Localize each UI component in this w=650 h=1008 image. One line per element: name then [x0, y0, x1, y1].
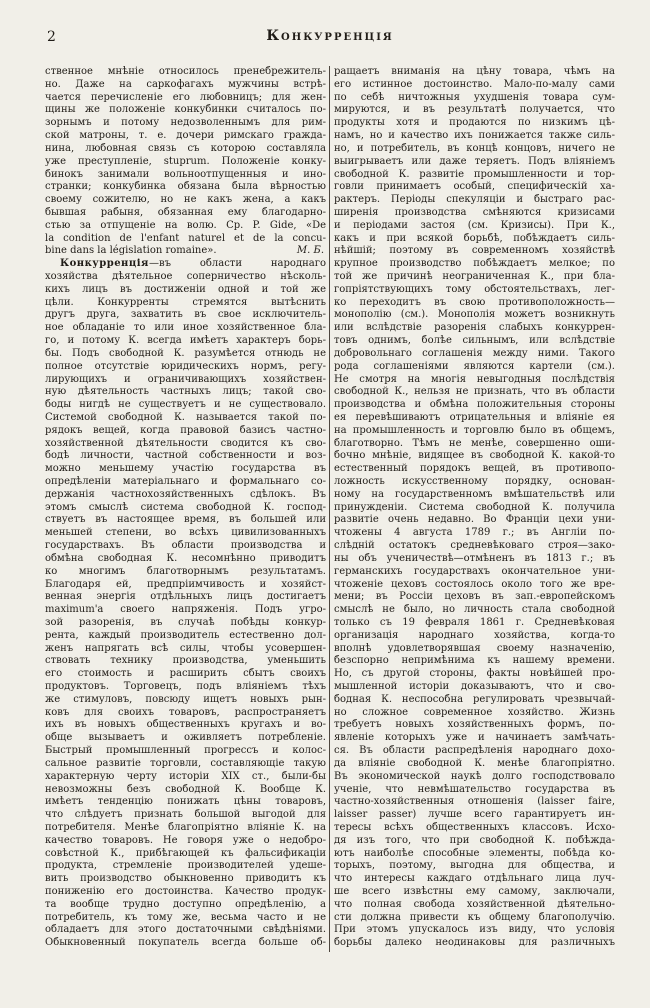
text-line: щины же положеніе конкубинки считалось по- [45, 104, 326, 116]
text-line: монополію (см.). Монополія можетъ возникнуть [334, 309, 615, 321]
text-line: намъ, но и качество ихъ понижается также силь- [334, 130, 615, 142]
text-line: германскихъ государствахъ окончательное уни- [334, 565, 615, 577]
text-line: Благодаря ей, предпріимчивость и хозяйст- [45, 578, 326, 590]
text-line: свободной К., нельзя не признать, что въ области [334, 386, 615, 398]
text-line: Но, съ другой стороны, факты новѣйшей про- [334, 668, 615, 680]
text-line: ся. Въ области распредѣленія народнаго дохо- [334, 745, 615, 757]
text-line: или вслѣдствіе разоренія слабыхъ конкуррен- [334, 322, 615, 334]
text-line: венная энергія отдѣльныхъ лицъ достигаетъ [45, 591, 326, 603]
text-line: ному на государственномъ вмѣшательствѣ или [334, 488, 615, 500]
text-line: ютъ наиболѣе способные элементы, побѣда ко- [334, 847, 615, 859]
text-line: ную дѣятельность частныхъ лицъ; такой сво- [45, 386, 326, 398]
text-line: стью за отпущеніе на волю. Ср. P. Gide, «De [45, 219, 326, 231]
text-line: ращаетъ вниманія на цѣну товара, чѣмъ на [334, 66, 615, 77]
text-line: что полная свобода хозяйственной дѣятельно- [334, 898, 615, 910]
text-line: ученіе, что невмѣшательство государства въ [334, 783, 615, 795]
text-line: благотворно. Тѣмъ не менѣе, совершенно оши- [334, 437, 615, 449]
text-line: и періодами застоя (см. Кризисы). При К., [334, 219, 615, 231]
text-line: гопріятствующихъ тому обстоятельствахъ, лег- [334, 283, 615, 295]
text-line: товъ однимъ, болѣе сильнымъ, или вслѣдствіе [334, 335, 615, 347]
text-line: чтоженіе цеховъ состоялось около того же вре- [334, 578, 615, 590]
text-line: ко многимъ благотворнымъ результатамъ. [45, 565, 326, 577]
text-line: продуктовъ. Торговецъ, подъ вліяніемъ тѣхъ [45, 681, 326, 692]
text-block [45, 66, 615, 952]
text-line: можно меньшему участію государства въ [45, 463, 326, 475]
article-body-lines [45, 271, 326, 950]
text-line: другъ друга, захватить въ свое исключитель- [45, 309, 326, 321]
text-line: ны объ ученичествѣ—отмѣненъ въ 1813 г.; въ [334, 552, 615, 564]
text-line: чается перечисленіе его любовницъ; для жен- [45, 91, 326, 103]
text-line: сальное развитіе торговли, составляющіе такую [45, 757, 326, 769]
text-line: ихъ въ новыхъ общественныхъ кругахъ и во- [45, 719, 326, 731]
text-line: хозяйственной дѣятельности сводится къ сво- [45, 437, 326, 449]
text-line: государствахъ. Въ области производства и [45, 540, 326, 552]
text-line: боды нигдѣ не существуетъ и не существовало. [45, 399, 326, 411]
text-line: та вообще трудно доступно опредѣленію, а [45, 898, 326, 910]
text-line: бодная К. неспособна регулировать чрезвычай- [334, 693, 615, 705]
text-line: бывшая рабыня, обязанная ему благодарно- [45, 206, 326, 218]
text-line: рента, каждый производитель естественно дол- [45, 629, 326, 641]
text-line: ствовать технику производства, уменьшить [45, 655, 326, 667]
text-line: смыслѣ не было, но личность стала свободной [334, 604, 615, 616]
text-line: крупное производство побѣждаетъ мелкое; по [334, 258, 615, 270]
running-head-title: Конкурренція [266, 28, 394, 44]
text-line: держанія частнохозяйственныхъ сдѣлокъ. Въ [45, 488, 326, 500]
text-line: только съ 19 февраля 1861 г. Средневѣковая [334, 616, 615, 628]
text-line: нина, любовная связь съ которою составляла [45, 142, 326, 154]
text-line: ской матроны, т. е. дочери римскаго гражда- [45, 130, 326, 142]
text-line: Обыкновенный покупатель всегда больше об- [45, 937, 326, 949]
text-line: безспорно непримѣнима къ нашему времени. [334, 655, 615, 667]
article-first-line [45, 258, 326, 271]
text-line: потребителя. Менѣе благопріятно вліяніе К. на [45, 821, 326, 833]
article-first-line-rest: —въ области народнаго [148, 258, 326, 270]
text-line: же стимуловъ, повсюду ищетъ новыхъ рын- [45, 693, 326, 705]
text-line: частно-хозяйственныя отношенія (laisser faire, [334, 796, 615, 808]
text-line: зой разоренія, въ случаѣ побѣды конкур- [45, 616, 326, 628]
text-line: ея перевѣшиваютъ отрицательныя и вліяніе ея [334, 411, 615, 423]
text-line: этомъ смыслѣ система свободной К. господ- [45, 501, 326, 513]
text-line: ствуетъ въ настоящее время, въ большей или [45, 514, 326, 526]
text-line: ковъ для своихъ товаровъ, распространяетъ [45, 706, 326, 718]
text-line: организація народнаго хозяйства, когда-то [334, 629, 615, 641]
text-line: мышленной исторіи доказываютъ, что и сво- [334, 681, 615, 692]
text-line: лирующихъ и ограничивающихъ хозяйствен- [45, 373, 326, 385]
text-line: естественный порядокъ вещей, въ противопо- [334, 463, 615, 475]
text-line: нѣйшій; поэтому въ современномъ хозяйствѣ [334, 245, 615, 257]
text-line: принужденіи. Система свободной К. получила [334, 501, 615, 513]
text-line: рода соглашеніями являются картели (см.). [334, 360, 615, 372]
text-line: Не смотря на многія невыгодныя послѣдствія [334, 373, 615, 385]
text-line: кихъ лицъ въ достиженіи одной и той же [45, 283, 326, 295]
text-line: своему сожителю, но не какъ жена, а какъ [45, 194, 326, 206]
text-line: го, и потому К. всегда имѣетъ характеръ борь- [45, 335, 326, 347]
text-line: бодѣ личности, частной собственности и воз- [45, 450, 326, 462]
text-line: При этомъ упускалось изъ виду, что условія [334, 924, 615, 936]
text-line: опредѣленіи матеріальнаго и формальнаго со- [45, 476, 326, 487]
page-number: 2 [47, 29, 56, 45]
text-line: цѣли. Конкурренты стремятся вытѣснить [45, 296, 326, 308]
text-line: бинокъ занимали вольноотпущенныя и ино- [45, 168, 326, 180]
right-column [334, 66, 615, 952]
article-konkurrencija [45, 258, 326, 950]
text-line: обмѣна свободная К. несомнѣнно приводитъ [45, 552, 326, 564]
text-line: ше всего извѣстны ему самому, заключали, [334, 886, 615, 897]
text-line: по себѣ ничтожныя ухудшенія товара сум- [334, 91, 615, 103]
column-divider-rule [329, 66, 330, 952]
text-line: развитіе очень недавно. Во Франціи цехи уни- [334, 514, 615, 526]
text-line: торыхъ, поэтому, выгодна для общества, и [334, 860, 615, 872]
text-line: но, и потребитель, въ концѣ концовъ, ничего не [334, 142, 615, 154]
text-line: чтожены 4 августа 1789 г.; въ Англіи по- [334, 527, 615, 539]
text-line: уже преступленіе, stuprum. Положеніе конку- [45, 155, 326, 167]
text-line: мируются, и въ результатѣ получается, что [334, 104, 615, 116]
text-line: ложность искусственному порядку, основан- [334, 476, 615, 487]
text-line: рактеръ. Періоды спекуляціи и быстраго рас- [334, 194, 615, 206]
text-line: странки; конкубинка обязана была вѣрностью [45, 181, 326, 193]
text-line: той же причинѣ неограниченная К., при бла- [334, 271, 615, 282]
text-line: полное отсутствіе юридическихъ нормъ, регу- [45, 360, 326, 372]
text-line: вполнѣ удовлетворявшая своему назначенію, [334, 642, 615, 654]
text-line: добровольнаго соглашенія между ними. Такого [334, 347, 615, 359]
text-line: но сложное современное хозяйство. Жизнь [334, 706, 615, 718]
text-line: хозяйства дѣятельное соперничество нѣсколь- [45, 271, 326, 282]
text-line: ное обладаніе то или иное хозяйственное бла- [45, 322, 326, 334]
text-line: говли принимаетъ особый, специфическій ха- [334, 181, 615, 193]
text-line: да вліяніе свободной К. менѣе благопріятно. [334, 757, 615, 769]
text-line: сти должна привести къ общему благополучію. [334, 911, 615, 923]
text-line: продукта, стремленіе производителей удеше- [45, 860, 326, 872]
text-line: его истинное достоинство. Мало-по-малу сами [334, 78, 615, 90]
text-line: Въ экономической наукѣ долго господствовало [334, 770, 615, 782]
text-line: свободной К. развитіе промышленности и тор- [334, 168, 615, 180]
text-line: женъ напрягать всѣ силы, чтобы усовершен- [45, 642, 326, 654]
text-line: обладаетъ для этого достаточными свѣдѣніями. [45, 924, 326, 936]
text-line: совѣстной К., прибѣгающей къ фальсификаціи [45, 847, 326, 859]
text-line: борьбы далеко неодинаковы для различныхъ [334, 937, 615, 949]
text-line: пониженію его достоинства. Качество продук- [45, 886, 326, 897]
text-line: выигрываетъ или даже теряетъ. Подъ вліяніемъ [334, 155, 615, 167]
continuation-last-text: bine dans la législation romaine». [45, 245, 217, 257]
text-line: на промышленность и торговлю было въ общемъ, [334, 424, 615, 436]
text-line: зорнымъ и потому недозволеннымъ для рим- [45, 117, 326, 129]
text-line: качество товаровъ. Не говоря уже о недобро- [45, 834, 326, 846]
text-line: Системой свободной К. называется такой по- [45, 411, 326, 423]
right-column-lines [334, 66, 615, 950]
text-line: laisser passer) лучше всего гарантируетъ ин- [334, 809, 615, 821]
text-line: ширенія производства смѣняются кризисами [334, 206, 615, 218]
text-line: la condition de l'enfant naturel et de la concu- [45, 232, 326, 244]
text-line: требуетъ новыхъ хозяйственныхъ формъ, по- [334, 719, 615, 731]
author-signature: М. Б. [296, 245, 324, 257]
continuation-lines [45, 66, 326, 245]
text-line: вить производство обыкновенно приводитъ къ [45, 873, 326, 885]
text-line: меньшей степени, во всѣхъ цивилизованныхъ [45, 527, 326, 539]
text-line: но. Даже на саркофагахъ мужчины встрѣ- [45, 78, 326, 90]
text-line: дя изъ того, что при свободной К. побѣжда- [334, 834, 615, 846]
text-line: слѣдній остатокъ средневѣковаго строя—зако- [334, 540, 615, 552]
article-headword: Конкурренція [60, 258, 149, 270]
text-line: тересы всѣхъ общественныхъ классовъ. Исхо- [334, 821, 615, 833]
text-line: имѣетъ тенденцію понижать цѣны товаровъ, [45, 796, 326, 808]
text-line: Быстрый промышленный прогрессъ и колос- [45, 745, 326, 757]
text-line: ственное мнѣніе относилось пренебрежитель- [45, 66, 326, 77]
text-line: что слѣдуетъ признать большой выгодой для [45, 809, 326, 821]
left-column [45, 66, 326, 952]
text-line: что интересы каждаго отдѣльнаго лица луч- [334, 873, 615, 885]
text-line: явленіе которыхъ уже и начинаетъ замѣчать- [334, 732, 615, 744]
text-line: его стоимость и расширить сбытъ своихъ [45, 668, 326, 680]
text-line: рядокъ вещей, когда правовой базисъ частно- [45, 424, 326, 436]
text-line: обще вызываетъ и оживляетъ потребленіе. [45, 732, 326, 744]
text-line: потребитель, къ тому же, весьма часто и не [45, 911, 326, 923]
page-header [45, 28, 615, 48]
text-line: производства и обмѣна положительныя стороны [334, 399, 615, 411]
text-line: ко переходитъ въ свою противоположность— [334, 296, 615, 308]
text-line: бочно мнѣніе, видящее въ свободной К. какой-то [334, 450, 615, 462]
text-line: характерную черту исторіи XIX ст., были-бы [45, 770, 326, 782]
continuation-paragraph [45, 66, 326, 258]
text-line: какъ и при всякой борьбѣ, побѣждаетъ силь- [334, 232, 615, 244]
text-line: мени; въ Россіи цеховъ въ зап.-европейскомъ [334, 591, 615, 603]
text-line: невозможны безъ свободной К. Вообще К. [45, 783, 326, 795]
continuation-last-line [45, 245, 326, 258]
text-line: продукты хотя и продаются по низкимъ цѣ- [334, 117, 615, 129]
text-line: maximum'а своего напряженія. Подъ угро- [45, 604, 326, 616]
text-line: бы. Подъ свободной К. разумѣется отнюдь не [45, 347, 326, 359]
